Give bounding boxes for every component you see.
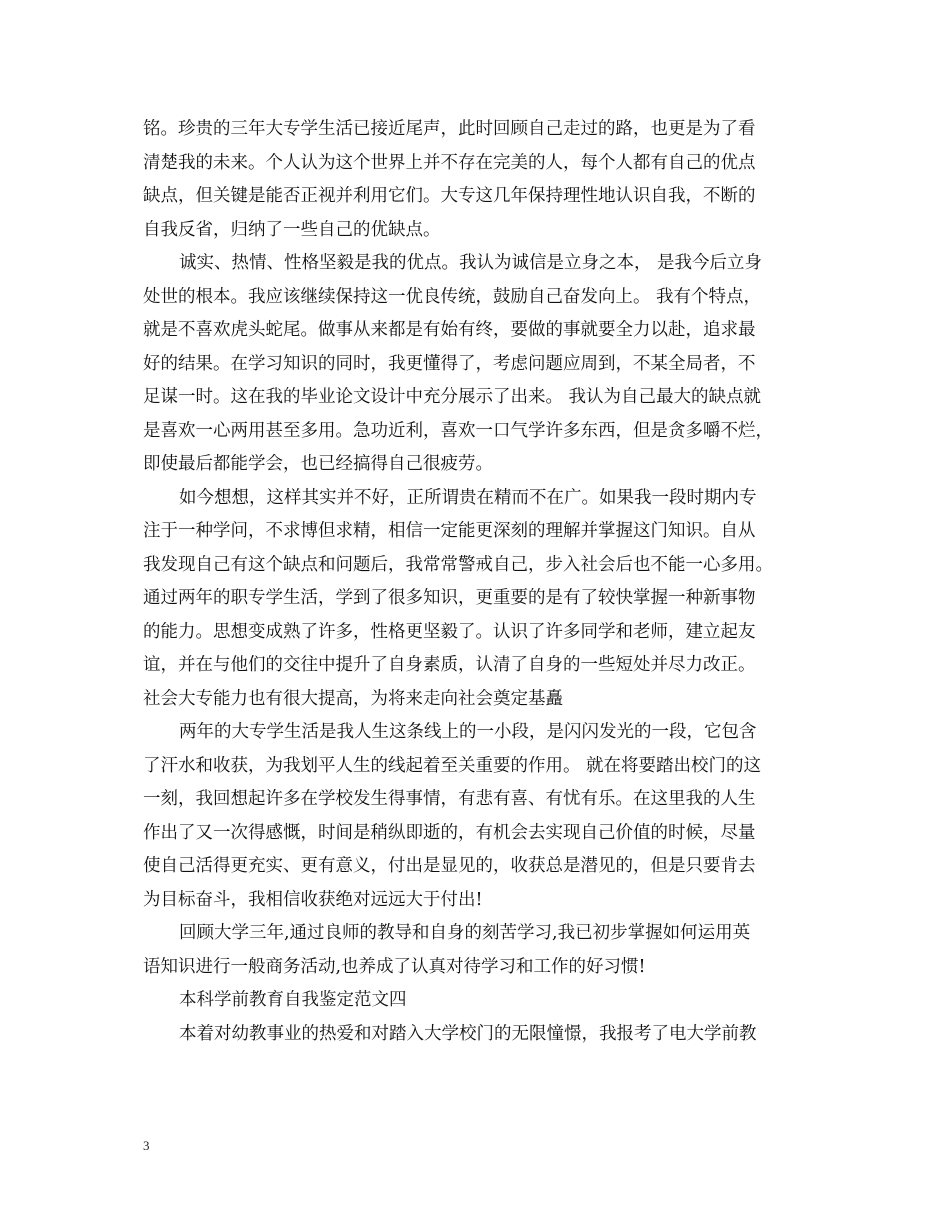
text-line: 好的结果。在学习知识的同时，我更懂得了，考虑问题应周到，不某全局者，不 xyxy=(143,353,756,374)
text-line: 本着对幼教事业的热爱和对踏入大学校门的无限憧憬，我报考了电大学前教 xyxy=(179,1023,757,1044)
text-line: 我发现自己有这个缺点和问题后，我常常警戒自己，步入社会后也不能一心多用。 xyxy=(143,554,773,575)
text-line: 的能力。思想变成熟了许多，性格更坚毅了。认识了许多同学和老师，建立起友 xyxy=(143,621,756,642)
text-line: 为目标奋斗，我相信收获绝对远远大于付出! xyxy=(143,889,483,910)
text-line: 谊，并在与他们的交往中提升了自身素质，认清了自身的一些短处并尽力改正。 xyxy=(143,655,756,675)
text-line: 就是不喜欢虎头蛇尾。做事从来都是有始有终，要做的事就要全力以赴，追求最 xyxy=(143,320,756,340)
text-line: 社会大专能力也有很大提高，为将来走向社会奠定基矗 xyxy=(143,688,563,709)
text-line: 语知识进行一般商务活动,也养成了认真对待学习和工作的好习惯! xyxy=(143,956,646,977)
text-line: 了汗水和收获，为我划平人生的线起着至关重要的作用。 就在将要踏出校门的这 xyxy=(143,755,762,776)
text-line: 足谋一时。这在我的毕业论文设计中充分展示了出来。 我认为自己最大的缺点就 xyxy=(143,387,762,407)
text-line: 自我反省，归纳了一些自己的优缺点。 xyxy=(143,219,441,240)
text-line: 缺点，但关键是能否正视并利用它们。大专这几年保持理性地认识自我，不断的 xyxy=(143,186,756,206)
text-line: 作出了又一次得感慨，时间是稍纵即逝的，有机会去实现自己价值的时候，尽量 xyxy=(143,822,756,843)
text-line: 两年的大专学生活是我人生这条线上的一小段，是闪闪发光的一段，它包含 xyxy=(179,722,757,742)
text-line: 使自己活得更充实、更有意义，付出是显见的，收获总是潜见的，但是只要肯去 xyxy=(143,856,756,876)
text-line: 一刻，我回想起许多在学校发生得事情，有悲有喜、有忧有乐。在这里我的人生 xyxy=(143,789,756,809)
text-line: 清楚我的未来。个人认为这个世界上并不存在完美的人，每个人都有自己的优点 xyxy=(143,152,756,173)
text-line: 注于一种学问，不求博但求精，相信一定能更深刻的理解并掌握这门知识。自从 xyxy=(143,521,756,541)
text-line: 诚实、热情、性格坚毅是我的优点。我认为诚信是立身之本， 是我今后立身 xyxy=(179,253,763,273)
text-line: 通过两年的职专学生活，学到了很多知识，更重要的是有了较快掌握一种新事物 xyxy=(143,588,756,608)
text-line: 处世的根本。我应该继续保持这一优良传统，鼓励自己奋发向上。 我有个特点， xyxy=(143,286,762,307)
text-line: 回顾大学三年,通过良师的教导和自身的刻苦学习,我已初步掌握如何运用英 xyxy=(179,923,751,943)
page-number: 3 xyxy=(143,1138,150,1153)
text-line: 是喜欢一心两用甚至多用。急功近利，喜欢一口气学许多东西，但是贪多嚼不烂， xyxy=(143,420,773,441)
text-line: 即使最后都能学会，也已经搞得自己很疲劳。 xyxy=(143,454,493,474)
text-line: 铭。珍贵的三年大专学生活已接近尾声，此时回顾自己走过的路，也更是为了看 xyxy=(143,119,756,139)
document-body xyxy=(143,113,823,1051)
text-line: 如今想想，这样其实并不好，正所谓贵在精而不在广。如果我一段时期内专 xyxy=(179,487,757,508)
text-line: 本科学前教育自我鉴定范文四 xyxy=(179,990,407,1010)
